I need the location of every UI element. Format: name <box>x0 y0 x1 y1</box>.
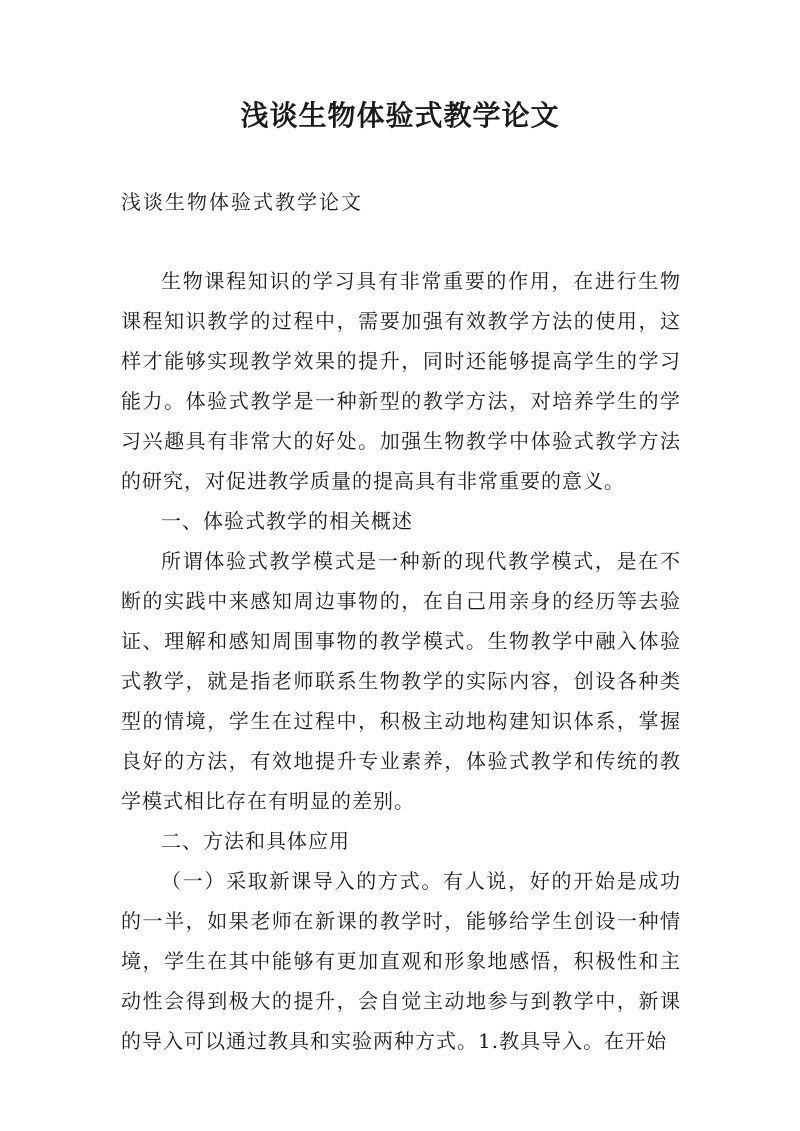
document-body <box>121 261 681 1061</box>
section-heading-2: 二、方法和具体应用 <box>161 829 350 853</box>
paragraph-intro: 生物课程知识的学习具有非常重要的作用，在进行生物课程知识教学的过程中，需要加强有效教学方法的使用，这样才能够实现教学效果的提升，同时还能够提高学生的学习能力。体验式教学是一种新型的教学方法，对培养学生的学习兴趣具有非常大的好处。加强生物教学中体验式教学方法的研究，对促进教学质量的提高具有非常重要的意义。 <box>121 269 681 493</box>
section-heading-1: 一、体验式教学的相关概述 <box>161 509 413 533</box>
paragraph-concept: 所谓体验式教学模式是一种新的现代教学模式，是在不断的实践中来感知周边事物的，在自己用亲身的经历等去验证、理解和感知周围事物的教学模式。生物教学中融入体验式教学，就是指老师联系生物教学的实际内容，创设各种类型的情境，学生在过程中，积极主动地构建知识体系，掌握良好的方法，有效地提升专业素养，体验式教学和传统的教学模式相比存在有明显的差别。 <box>121 549 681 813</box>
document-subtitle: 浅谈生物体验式教学论文 <box>121 190 363 214</box>
paragraph-method: （一）采取新课导入的方式。有人说，好的开始是成功的一半，如果老师在新课的教学时，能够给学生创设一种情境，学生在其中能够有更加直观和形象地感悟，积极性和主动性会得到极大的提升，会自觉主动地参与到教学中，新课的导入可以通过教具和实验两种方式。1.教具导入。在开始 <box>121 869 681 1053</box>
document-title: 浅谈生物体验式教学论文 <box>240 99 560 132</box>
